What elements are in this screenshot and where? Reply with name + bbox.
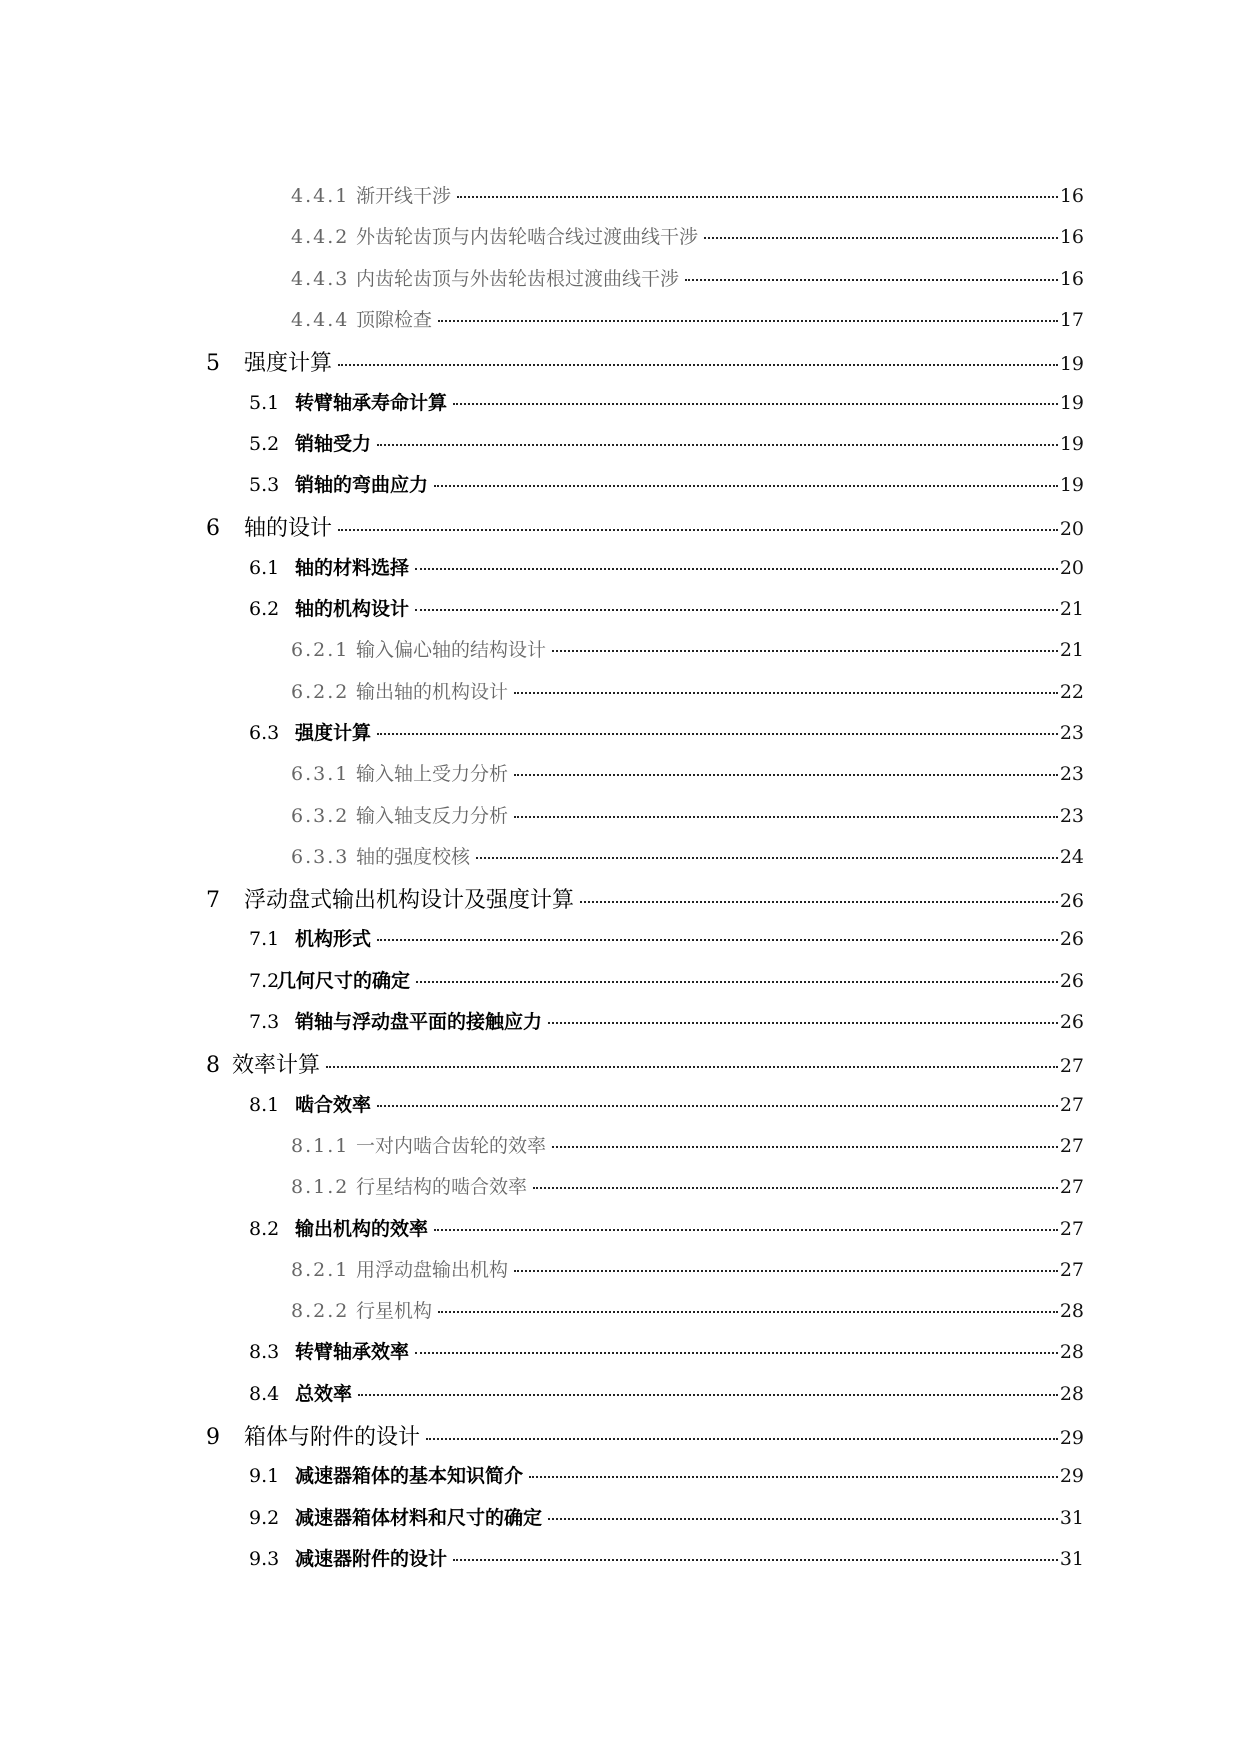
dot-leader — [438, 1311, 1058, 1313]
toc-entry[interactable] — [249, 1544, 1084, 1571]
toc-entry-page: 17 — [1059, 308, 1084, 331]
toc-entry-title: 啮合效率 — [295, 1093, 372, 1116]
dot-leader — [438, 320, 1058, 322]
dot-leader — [434, 1229, 1058, 1231]
dot-leader — [533, 1187, 1058, 1189]
toc-entry-title: 销轴受力 — [295, 432, 372, 455]
toc-entry[interactable] — [291, 1296, 1084, 1323]
toc-entry-title: 几何尺寸的确定 — [277, 969, 411, 992]
toc-entry-title: 销轴与浮动盘平面的接触应力 — [295, 1011, 543, 1033]
toc-entry-page: 31 — [1059, 1506, 1084, 1529]
dot-leader — [377, 733, 1058, 735]
toc-entry-number: 6.1 — [249, 556, 280, 579]
toc-entry[interactable] — [249, 429, 1084, 456]
dot-leader — [426, 1438, 1058, 1440]
toc-entry-number: 8.1 — [249, 1093, 280, 1116]
toc-entry[interactable] — [249, 1379, 1084, 1406]
toc-entry[interactable] — [249, 718, 1084, 745]
toc-entry-title: 顶隙检查 — [356, 308, 433, 331]
toc-entry[interactable] — [291, 264, 1084, 291]
dot-leader — [457, 196, 1058, 198]
toc-entry-title: 效率计算 — [232, 1053, 321, 1079]
toc-entry-title: 浮动盘式输出机构设计及强度计算 — [244, 888, 575, 914]
toc-entry[interactable] — [249, 924, 1084, 951]
toc-entry-page: 27 — [1059, 1176, 1084, 1199]
toc-entry-title: 行星结构的啮合效率 — [356, 1176, 528, 1199]
toc-entry-number: 8 — [206, 1053, 220, 1079]
toc-entry-page: 29 — [1059, 1465, 1084, 1488]
dot-leader — [377, 1105, 1058, 1107]
toc-entry-title: 用浮动盘输出机构 — [356, 1258, 509, 1281]
toc-entry[interactable] — [291, 1131, 1084, 1158]
toc-entry[interactable] — [291, 801, 1084, 828]
toc-entry[interactable] — [249, 553, 1084, 580]
toc-entry-page: 16 — [1059, 226, 1084, 249]
toc-entry-title: 转臂轴承寿命计算 — [295, 391, 448, 414]
dot-leader — [453, 1559, 1058, 1561]
toc-entry[interactable] — [249, 388, 1084, 415]
dot-leader — [415, 609, 1058, 611]
toc-entry[interactable] — [206, 1420, 1084, 1451]
dot-leader — [514, 816, 1058, 818]
toc-entry[interactable] — [206, 511, 1084, 542]
toc-entry-number: 6.3 — [249, 721, 280, 744]
toc-entry-title: 轴的设计 — [244, 516, 333, 542]
dot-leader — [453, 403, 1058, 405]
toc-entry-number: 5.2 — [249, 432, 280, 455]
toc-entry-number: 7 — [206, 888, 220, 914]
toc-entry-page: 19 — [1059, 391, 1084, 414]
toc-entry[interactable] — [249, 1214, 1084, 1241]
toc-entry-number: 8.1.1 — [291, 1134, 350, 1157]
dot-leader — [514, 774, 1058, 776]
toc-entry-page: 26 — [1059, 969, 1084, 992]
toc-entry-page: 27 — [1059, 1134, 1084, 1157]
toc-entry-title: 输出轴的机构设计 — [356, 680, 509, 703]
toc-entry-page: 19 — [1059, 474, 1084, 497]
dot-leader — [548, 1022, 1058, 1024]
toc-entry-number: 5.3 — [249, 474, 280, 497]
toc-entry-number: 4.4.4 — [291, 308, 350, 331]
toc-entry-title: 轴的机构设计 — [295, 598, 410, 620]
toc-entry[interactable] — [249, 1090, 1084, 1117]
toc-entry-title: 强度计算 — [244, 351, 333, 377]
toc-entry-page: 28 — [1059, 1341, 1084, 1364]
dot-leader — [476, 857, 1058, 859]
dot-leader — [377, 444, 1058, 446]
toc-entry-number: 8.1.2 — [291, 1176, 350, 1199]
toc-entry[interactable] — [291, 1172, 1084, 1199]
dot-leader — [529, 1476, 1058, 1478]
toc-entry-number: 7.3 — [249, 1011, 280, 1033]
toc-entry-title: 渐开线干涉 — [356, 185, 452, 207]
toc-entry-page: 22 — [1059, 680, 1084, 703]
toc-entry-page: 27 — [1059, 1093, 1084, 1116]
toc-entry-title: 箱体与附件的设计 — [244, 1425, 421, 1450]
toc-entry-number: 8.3 — [249, 1341, 280, 1364]
toc-entry-page: 23 — [1059, 804, 1084, 827]
toc-entry-page: 24 — [1059, 845, 1084, 868]
toc-entry-title: 行星机构 — [356, 1300, 433, 1323]
toc-entry-title: 减速器附件的设计 — [295, 1547, 448, 1570]
toc-entry-page: 27 — [1059, 1258, 1084, 1281]
toc-entry-number: 8.2.1 — [291, 1258, 350, 1281]
toc-entry[interactable] — [291, 305, 1084, 332]
toc-entry[interactable] — [291, 1255, 1084, 1282]
toc-entry-page: 28 — [1059, 1382, 1084, 1405]
toc-entry[interactable] — [206, 346, 1084, 377]
toc-entry-number: 9.2 — [249, 1506, 280, 1529]
toc-entry-title: 转臂轴承效率 — [295, 1341, 410, 1364]
toc-entry-page: 27 — [1059, 1055, 1084, 1078]
toc-entry[interactable] — [249, 470, 1084, 497]
toc-entry-number: 8.2 — [249, 1217, 280, 1240]
dot-leader — [416, 981, 1058, 983]
toc-entry[interactable] — [291, 181, 1084, 208]
toc-entry[interactable] — [291, 222, 1084, 249]
toc-entry[interactable] — [249, 1503, 1084, 1530]
toc-entry-page: 19 — [1059, 432, 1084, 455]
toc-entry[interactable] — [291, 677, 1084, 704]
toc-entry-title: 输入偏心轴的结构设计 — [356, 639, 547, 662]
toc-entry-number: 7.1 — [249, 928, 280, 951]
toc-entry[interactable] — [249, 1007, 1084, 1034]
dot-leader — [377, 939, 1058, 941]
toc-entry-number: 9.3 — [249, 1547, 280, 1570]
toc-entry-title: 减速器箱体材料和尺寸的确定 — [295, 1506, 543, 1529]
toc-entry-page: 19 — [1059, 353, 1084, 376]
toc-entry-page: 26 — [1059, 890, 1084, 913]
toc-entry-number: 6.3.1 — [291, 763, 350, 786]
toc-entry[interactable] — [291, 842, 1084, 869]
dot-leader — [326, 1066, 1058, 1068]
toc-entry-title: 一对内啮合齿轮的效率 — [356, 1134, 547, 1157]
toc-entry-number: 4.4.3 — [291, 267, 350, 290]
toc-entry[interactable] — [291, 635, 1084, 662]
toc-entry-title: 销轴的弯曲应力 — [295, 474, 429, 497]
toc-entry-page: 16 — [1059, 267, 1084, 290]
toc-entry[interactable] — [249, 966, 1084, 993]
dot-leader — [514, 692, 1058, 694]
toc-entry-title: 总效率 — [295, 1382, 353, 1405]
toc-entry-page: 23 — [1059, 763, 1084, 786]
toc-entry-page: 26 — [1059, 1011, 1084, 1033]
dot-leader — [514, 1270, 1058, 1272]
toc-entry-title: 输入轴上受力分析 — [356, 763, 509, 786]
toc-entry-number: 6 — [206, 516, 220, 542]
dot-leader — [358, 1394, 1058, 1396]
dot-leader — [580, 901, 1058, 903]
toc-entry-number: 4.4.2 — [291, 226, 350, 249]
toc-entry-title: 轴的强度校核 — [356, 845, 471, 868]
dot-leader — [548, 1518, 1058, 1520]
toc-entry-page: 21 — [1059, 639, 1084, 662]
toc-entry-number: 9 — [206, 1425, 220, 1450]
toc-entry-title: 输出机构的效率 — [295, 1217, 429, 1240]
toc-entry[interactable] — [206, 883, 1084, 914]
toc-entry-title: 减速器箱体的基本知识简介 — [295, 1465, 524, 1488]
toc-entry-number: 5 — [206, 351, 220, 377]
toc-entry[interactable] — [291, 759, 1084, 786]
toc-entry-page: 27 — [1059, 1217, 1084, 1240]
toc-entry[interactable] — [206, 1048, 1084, 1079]
dot-leader — [415, 1352, 1058, 1354]
dot-leader — [685, 279, 1058, 281]
dot-leader — [704, 237, 1058, 239]
toc-entry-number: 5.1 — [249, 391, 280, 414]
dot-leader — [434, 485, 1058, 487]
toc-entry-title: 轴的材料选择 — [295, 556, 410, 579]
toc-entry-title: 输入轴支反力分析 — [356, 804, 509, 827]
toc-entry-title: 内齿轮齿顶与外齿轮齿根过渡曲线干涉 — [356, 267, 680, 290]
toc-entry-number: 9.1 — [249, 1465, 280, 1488]
toc-entry[interactable] — [249, 1461, 1084, 1488]
toc-entry-page: 23 — [1059, 721, 1084, 744]
toc-entry-title: 外齿轮齿顶与内齿轮啮合线过渡曲线干涉 — [356, 226, 699, 249]
toc-entry-number: 6.2 — [249, 598, 280, 620]
toc-entry-number: 6.3.3 — [291, 845, 350, 868]
toc-entry-page: 31 — [1059, 1547, 1084, 1570]
dot-leader — [552, 650, 1058, 652]
toc-entry[interactable] — [249, 1337, 1084, 1364]
dot-leader — [552, 1146, 1058, 1148]
toc-entry-number: 8.4 — [249, 1382, 280, 1405]
toc-entry-page: 20 — [1059, 518, 1084, 541]
toc-entry-number: 6.2.1 — [291, 639, 350, 662]
toc-entry-page: 28 — [1059, 1300, 1084, 1323]
toc-entry-number: 6.2.2 — [291, 680, 350, 703]
dot-leader — [338, 364, 1058, 366]
toc-entry-page: 26 — [1059, 928, 1084, 951]
dot-leader — [415, 568, 1058, 570]
toc-entry-title: 强度计算 — [295, 721, 372, 744]
toc-entry-number: 8.2.2 — [291, 1300, 350, 1323]
toc-entry-page: 29 — [1059, 1427, 1084, 1449]
toc-entry-number: 4.4.1 — [291, 185, 350, 207]
toc-entry-title: 机构形式 — [295, 928, 372, 951]
toc-entry-number: 7.2 — [249, 969, 280, 992]
toc-entry-page: 21 — [1059, 598, 1084, 620]
toc-entry-page: 20 — [1059, 556, 1084, 579]
toc-entry-page: 16 — [1059, 185, 1084, 207]
toc-entry[interactable] — [249, 594, 1084, 621]
toc-entry-number: 6.3.2 — [291, 804, 350, 827]
dot-leader — [338, 529, 1058, 531]
